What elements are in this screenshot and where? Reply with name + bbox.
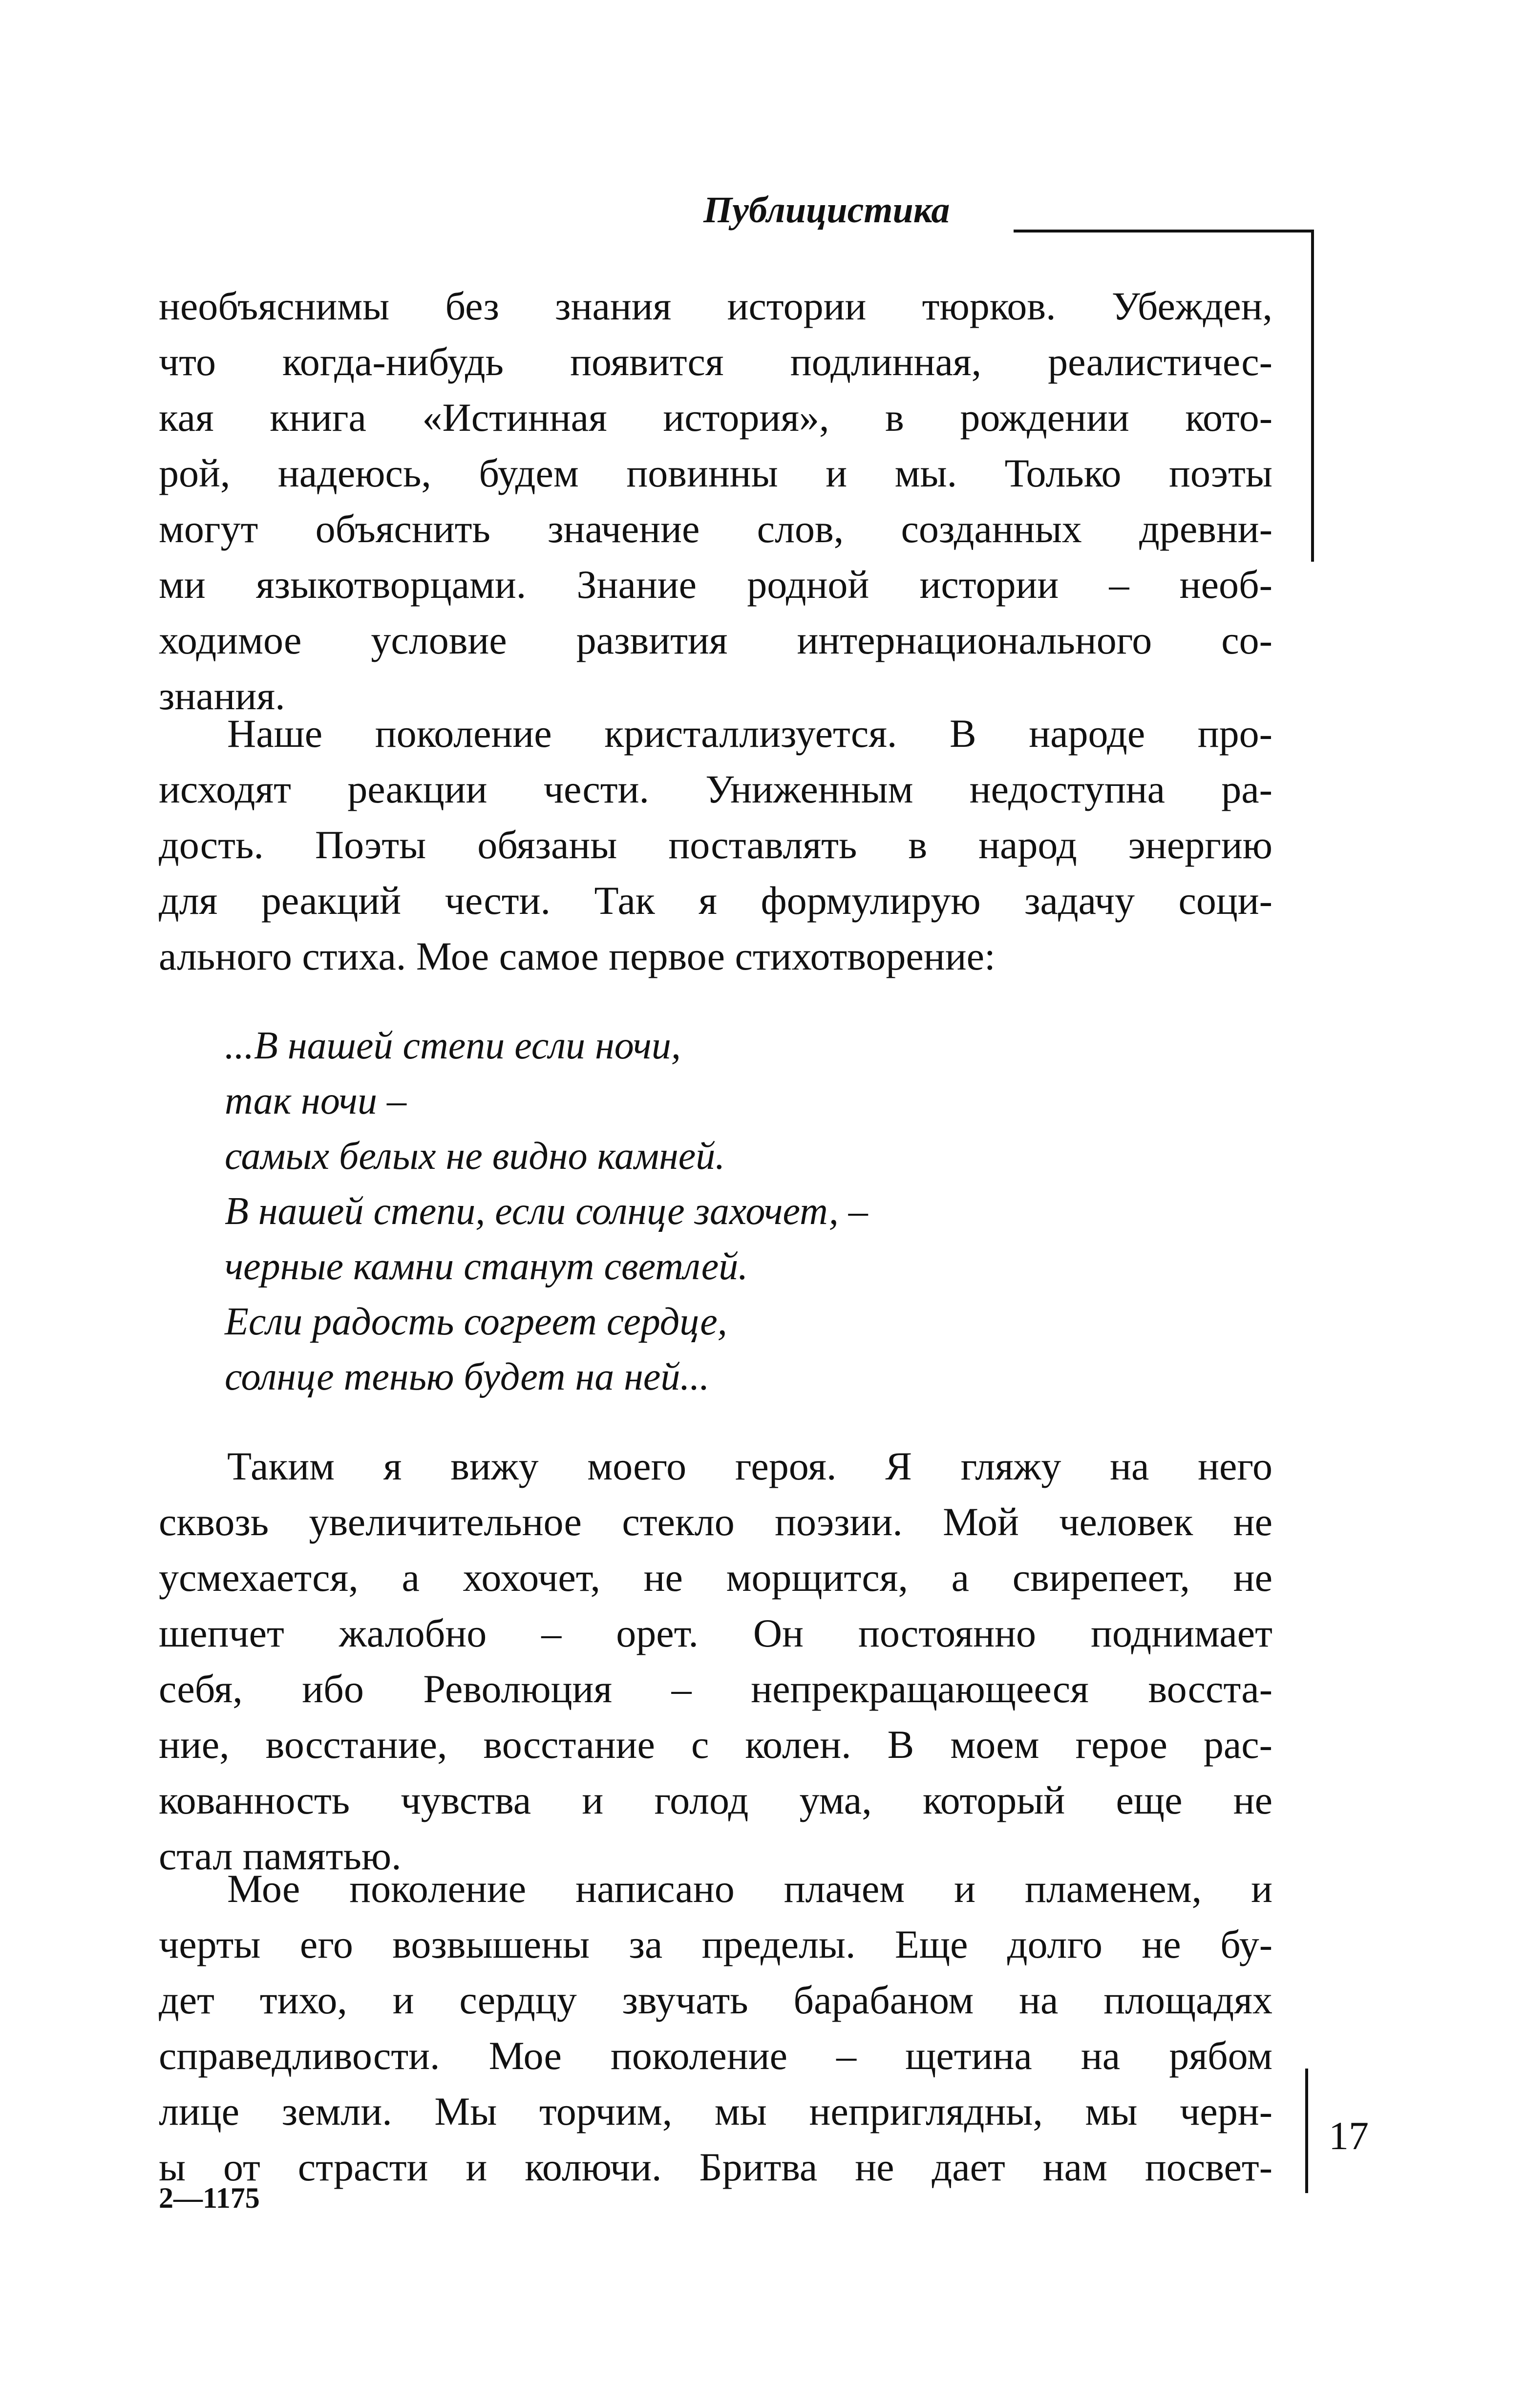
text-line: себя, ибо Революция – непрекращающееся восста-	[159, 1667, 1272, 1711]
poem-verse: солнце тенью будет на ней...	[225, 1355, 710, 1398]
text-line: исходят реакции чести. Униженным недоступна ра-	[159, 767, 1272, 811]
text-line: справедливости. Мое поколение – щетина на рябом	[159, 2033, 1272, 2078]
text-line: лице земли. Мы торчим, мы неприглядны, мы черн-	[159, 2089, 1272, 2133]
text-line: стал памятью.	[159, 1834, 402, 1878]
poem-verse: Если радость согреет сердце,	[225, 1300, 727, 1343]
printer-signature: 2—1175	[159, 2182, 260, 2214]
header-side-rule	[1311, 230, 1314, 562]
text-line: Мое поколение написано плачем и пламенем, и	[227, 1866, 1272, 1911]
text-line: Наше поколение кристаллизуется. В народе про-	[227, 711, 1272, 756]
paragraph-2	[159, 706, 1272, 984]
poem-verse: ...В нашей степи если ночи,	[225, 1024, 681, 1067]
text-line: сквозь увеличительное стекло поэзии. Мой человек не	[159, 1500, 1272, 1544]
text-line: дость. Поэты обязаны поставлять в народ энергию	[159, 823, 1272, 867]
text-line: черты его возвышены за пределы. Еще долго не бу-	[159, 1922, 1272, 1966]
page-number-rule	[1305, 2069, 1308, 2193]
poem	[225, 1018, 1104, 1405]
text-line: кованность чувства и голод ума, который еще не	[159, 1778, 1272, 1822]
poem-verse: самых белых не видно камней.	[225, 1135, 725, 1178]
paragraph-3	[159, 1438, 1272, 1884]
text-line: что когда-нибудь появится подлинная, реалистичес-	[159, 339, 1272, 384]
poem-verse: так ночи –	[225, 1079, 406, 1122]
poem-verse: В нашей степи, если солнце захочет, –	[225, 1190, 868, 1233]
running-header-title: Публицистика	[703, 190, 950, 231]
text-line: ального стиха. Мое самое первое стихотворение:	[159, 934, 996, 978]
page-number: 17	[1329, 2113, 1369, 2158]
text-line: усмехается, а хохочет, не морщится, а свирепеет, не	[159, 1555, 1272, 1600]
text-line: ние, восстание, восстание с колен. В моем герое рас-	[159, 1722, 1272, 1767]
text-line: ми языкотворцами. Знание родной истории – необ-	[159, 562, 1272, 607]
text-line: рой, надеюсь, будем повинны и мы. Только поэты	[159, 451, 1272, 495]
text-line: Таким я вижу моего героя. Я гляжу на него	[227, 1444, 1272, 1488]
text-line: шепчет жалобно – орет. Он постоянно поднимает	[159, 1611, 1272, 1655]
text-line: кая книга «Истинная история», в рождении кото-	[159, 395, 1272, 440]
text-line: могут объяснить значение слов, созданных древни-	[159, 507, 1272, 551]
text-line: ходимое условие развития интернационального со-	[159, 618, 1272, 662]
paragraph-4	[159, 1861, 1272, 2195]
text-line: ы от страсти и колючи. Бритва не дает нам посвет-	[159, 2145, 1272, 2189]
poem-verse: черные камни станут светлей.	[225, 1245, 748, 1288]
header-rule	[1014, 230, 1314, 232]
text-line: для реакций чести. Так я формулирую задачу соци-	[159, 878, 1272, 923]
text-line: знания.	[159, 674, 285, 718]
paragraph-1	[159, 278, 1272, 724]
text-line: необъяснимы без знания истории тюрков. Убежден,	[159, 284, 1272, 328]
text-line: дет тихо, и сердцу звучать барабаном на площадях	[159, 1978, 1272, 2022]
